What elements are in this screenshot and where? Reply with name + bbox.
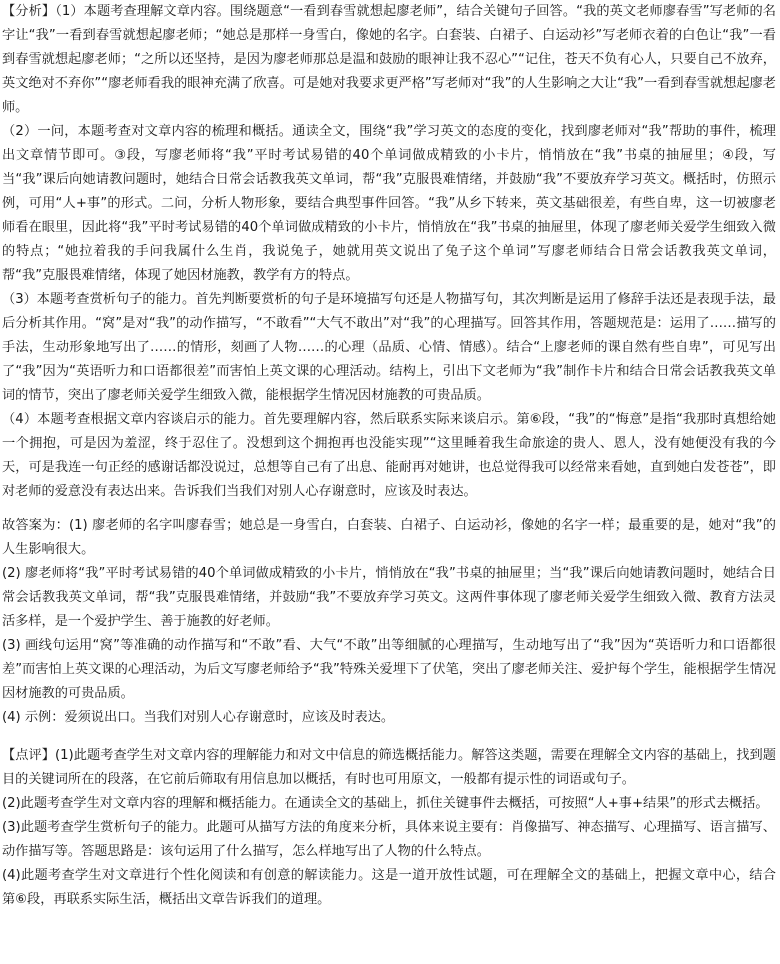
answer-paragraph-3: (3) 画线句运用“窝”等准确的动作描写和“不敢”看、大气“不敢”出等细腻的心理描写，生动地写出了“我”因为“英语听力和口语都很差”而害怕上英文课的心理活动，为后文写廖老师给予“我”特殊关爱埋下了伏笔，突出了廖老师关注、爱护每个学生，能根据学生情况因材施教的可贵品质。 [2, 638, 776, 701]
comment-paragraph-3: (3)此题考查学生赏析句子的能力。此题可从描写方法的角度来分析，具体来说主要有：肖像描写、神态描写、心理描写、语言描写、动作描写等。答题思路是：该句运用了什么描写，怎么样地写出了人物的什么特点。 [2, 820, 776, 859]
comment-paragraph-4: (4)此题考查学生对文章进行个性化阅读和有创意的解读能力。这是一道开放性试题，可在理解全文的基础上，把握文章中心，结合 第⑥段，再联系实际生活，概括出文章告诉我们的道理。 [2, 868, 776, 907]
comment-paragraph-1: 【点评】(1)此题考查学生对文章内容的理解能力和对文中信息的筛选概括能力。解答这类题，需要在理解全文内容的基础上，找到题目的关键词所在的段落，在它前后筛取有用信息加以概括，有时也可用原文，一般都有提示性的词语或句子。 [2, 748, 776, 787]
analysis-paragraph-1: 【分析】（1）本题考查理解文章内容。围绕题意“一看到春雪就想起廖老师”，结合关键句子回答。“我的英文老师廖春雪”写老师的名字让“我”一看到春雪就想起廖老师；“她总是那样一身雪白，像她的名字。白套装、白裙子、白运动衫”写老师衣着的白色让“我”一看到春雪就想起廖老师；“之所以还坚持，是因为廖老师那总是温和鼓励的眼神让我不忍心”“记住，苍天不负有心人，只要自己不放弃，英文绝对不弃你”“廖老师看我的眼神充满了欣喜。可是她对我要求更严格”写老师对“我”的人生影响之大让“我”一看到春雪就想起廖老师。 [2, 4, 776, 115]
answer-paragraph-2: (2) 廖老师将“我”平时考试易错的40个单词做成精致的小卡片，悄悄放在“我”书桌的抽屉里；当“我”课后向她请教问题时，她结合日常会话教我英文单词，帮“我”克服畏难情绪，并鼓励“我”不要放弃学习英文。这两件事体现了廖老师关爱学生细致入微、教育方法灵活多样，是一个爱护学生、善于施教的好老师。 [2, 566, 776, 629]
answer-paragraph-4: (4) 示例：爱须说出口。当我们对别人心存谢意时，应该及时表达。 [2, 710, 395, 725]
comment-paragraph-2: (2)此题考查学生对文章内容的理解和概括能力。在通读全文的基础上，抓住关键事件去概括，可按照“人+事+结果”的形式去概括。 [2, 796, 769, 811]
analysis-section [2, 0, 776, 504]
analysis-paragraph-3: （3）本题考查赏析句子的能力。首先判断要赏析的句子是环境描写句还是人物描写句，其次判断是运用了修辞手法还是表现手法，最后分析其作用。“窝”是对“我”的动作描写，“不敢看”“大气不敢出”对“我”的心理描写。回答其作用，答题规范是：运用了……描写的手法，生动形象地写出了……的情形，刻画了人物……的心理（品质、心情、情感）。结合“上廖老师的课自然有些自卑”，可见写出了“我”因为“英语听力和口语都很差”而害怕上英文课的心理活动。结构上，引出下文老师为“我”制作卡片和结合日常会话教我英文单词的情节，突出了廖老师关爱学生细致入微，能根据学生情况因材施教的可贵品质。 [2, 292, 776, 403]
analysis-paragraph-4: （4）本题考查根据文章内容谈启示的能力。首先要理解内容，然后联系实际来谈启示。第⑥段，“我”的“悔意”是指“我那时真想给她一个拥抱，可是因为羞涩，终于忍住了。没想到这个拥抱再也没能实现”“这里睡着我生命旅途的贵人、恩人，没有她便没有我的今天，可是我连一句正经的感谢话都没说过，总想等自己有了出息、能耐再对她讲，也总觉得我可以经常来看她，直到她白发苍苍”，即对老师的爱意没有表达出来。告诉我们当我们对别人心存谢意时，应该及时表达。 [2, 412, 776, 499]
comment-section [2, 744, 776, 912]
answers-section [2, 514, 776, 730]
answer-paragraph-1: 故答案为：(1) 廖老师的名字叫廖春雪；她总是一身雪白，白套装、白裙子、白运动衫，像她的名字一样；最重要的是，她对“我”的人生影响很大。 [2, 518, 776, 557]
analysis-paragraph-2: （2）一问，本题考查对文章内容的梳理和概括。通读全文，围绕“我”学习英文的态度的变化，找到廖老师对“我”帮助的事件，梳理出文章情节即可。③段，写廖老师将“我”平时考试易错的40个单词做成精致的小卡片，悄悄放在“我”书桌的抽屉里；④段，写当“我”课后向她请教问题时，她结合日常会话教我英文单词，帮“我”克服畏难情绪，并鼓励“我”不要放弃学习英文。概括时，仿照示例，可用“人+事”的形式。二问，分析人物形象，要结合典型事件回答。“我”从乡下转来，英文基础很差，有些自卑，这一切被廖老师看在眼里，因此将“我”平时考试易错的40个单词做成精致的小卡片，悄悄放在“我”书桌的抽屉里，体现了廖老师关爱学生细致入微的特点；“她拉着我的手问我属什么生肖，我说兔子，她就用英文说出了兔子这个单词”写廖老师结合日常会话教我英文单词，帮“我”克服畏难情绪，体现了她因材施教，教学有方的特点。 [2, 124, 776, 283]
